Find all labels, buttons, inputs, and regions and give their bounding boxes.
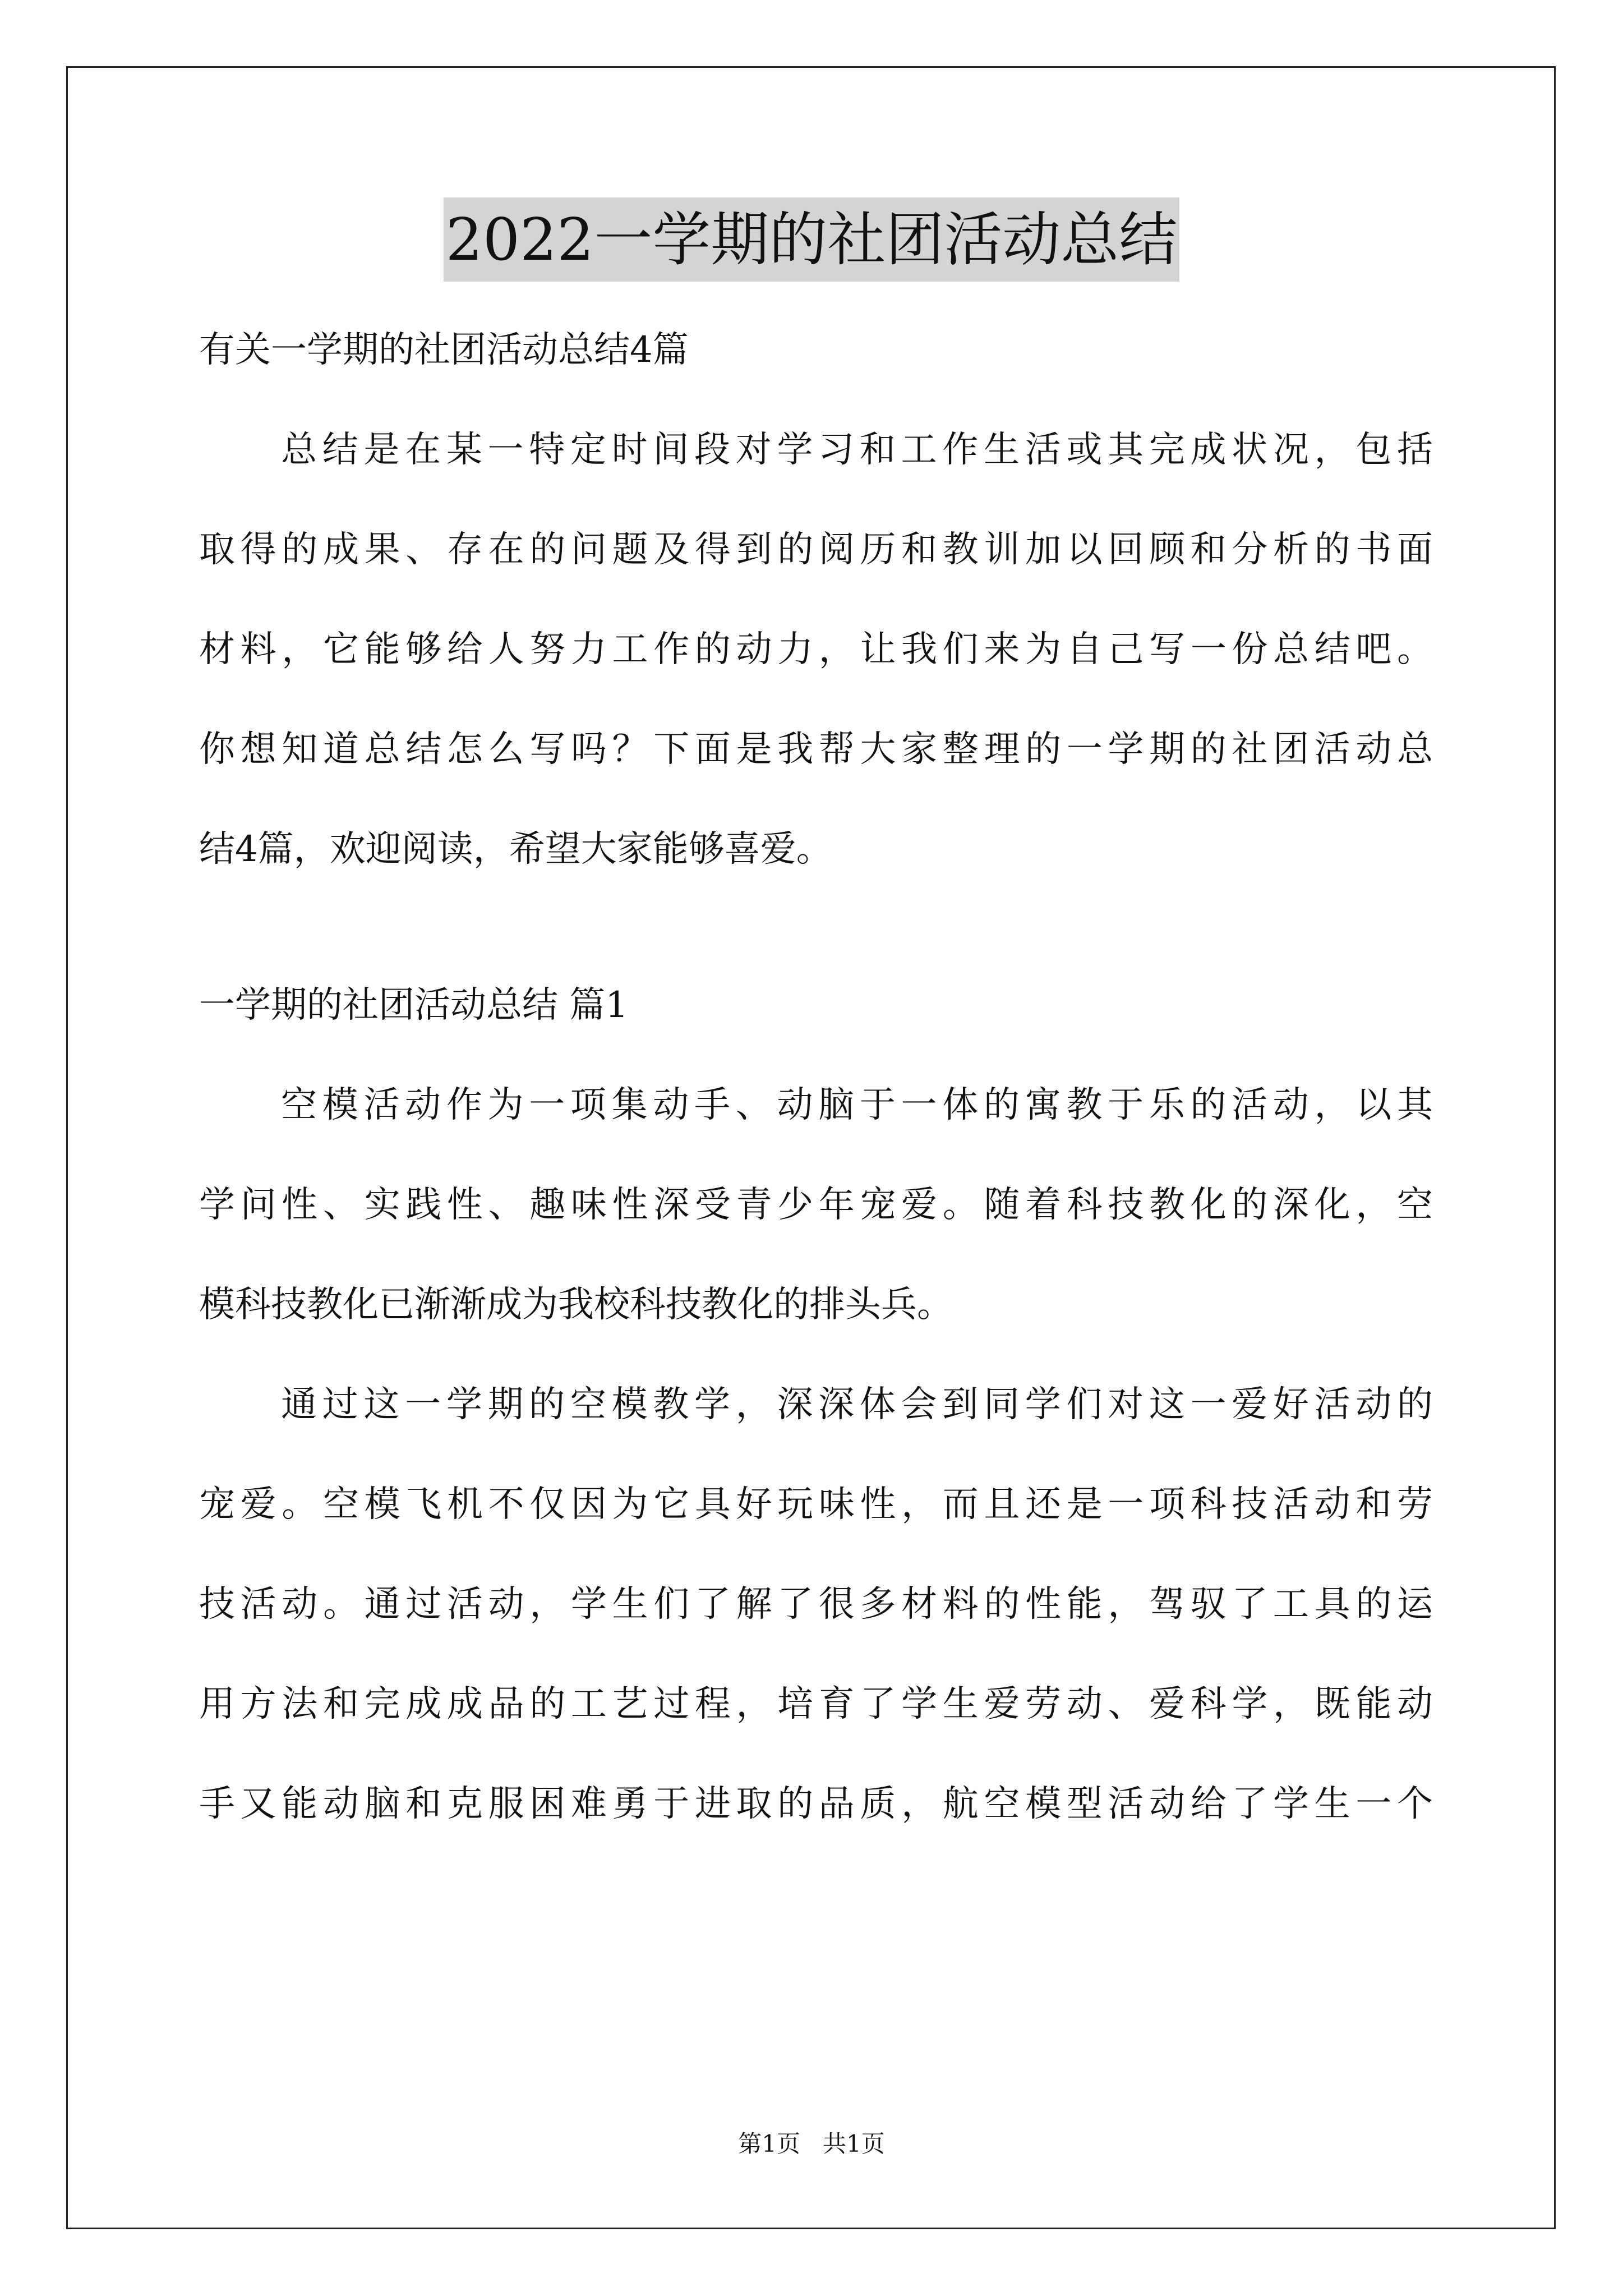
document-subtitle: 有关一学期的社团活动总结4篇: [199, 329, 689, 371]
para1-line: 学问性、实践性、趣味性深受青少年宠爱。随着科技教化的深化，空: [199, 1184, 1433, 1226]
para2-line: 用方法和完成成品的工艺过程，培育了学生爱劳动、爱科学，既能动: [199, 1683, 1433, 1725]
document-body: [199, 300, 1433, 1854]
section-gap: [199, 899, 1433, 955]
document-title: 2022一学期的社团活动总结: [444, 197, 1180, 282]
para1-line: 模科技教化已渐渐成为我校科技教化的排头兵。: [199, 1284, 953, 1326]
para2-line: 宠爱。空模飞机不仅因为它具好玩味性，而且还是一项科技活动和劳: [199, 1484, 1433, 1525]
section-heading: 一学期的社团活动总结 篇1: [199, 984, 629, 1026]
intro-line: 取得的成果、存在的问题及得到的阅历和教训加以回顾和分析的书面: [199, 529, 1433, 570]
intro-line: 你想知道总结怎么写吗？下面是我帮大家整理的一学期的社团活动总: [199, 729, 1433, 770]
para2-line: 手又能动脑和克服困难勇于进取的品质，航空模型活动给了学生一个: [199, 1783, 1433, 1825]
intro-line: 总结是在某一特定时间段对学习和工作生活或其完成状况，包括: [281, 429, 1433, 471]
para2-line: 通过这一学期的空模教学，深深体会到同学们对这一爱好活动的: [281, 1384, 1433, 1425]
intro-line: 材料，它能够给人努力工作的动力，让我们来为自己写一份总结吧。: [199, 629, 1433, 670]
page-footer: 第1页 共1页: [738, 2130, 885, 2157]
title-wrap: [0, 197, 1623, 282]
para1-line: 空模活动作为一项集动手、动脑于一体的寓教于乐的活动，以其: [281, 1084, 1433, 1126]
intro-line: 结4篇，欢迎阅读，希望大家能够喜爱。: [199, 829, 832, 870]
para2-line: 技活动。通过活动，学生们了解了很多材料的性能，驾驭了工具的运: [199, 1584, 1433, 1625]
